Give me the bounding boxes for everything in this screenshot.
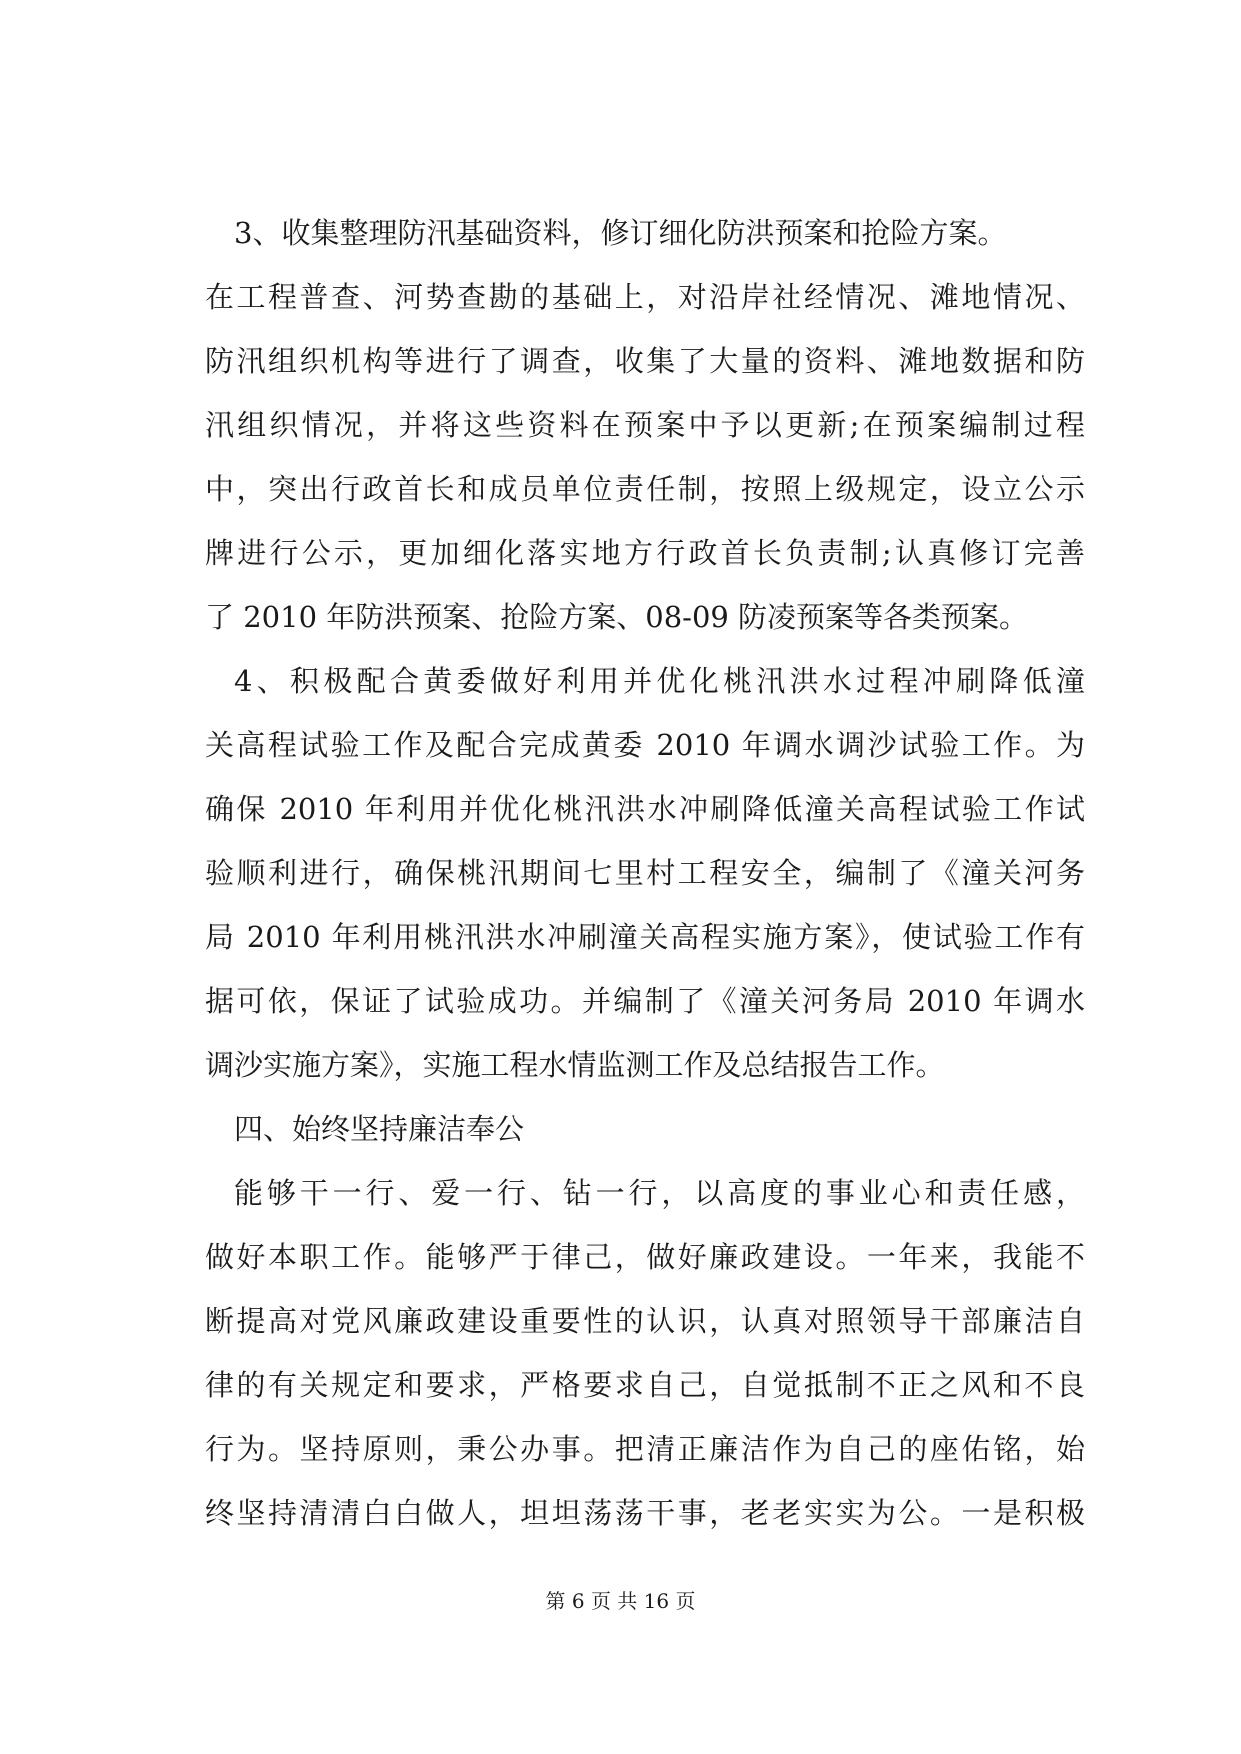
text-line: 了 2010 年防洪预案、抢险方案、08-09 防凌预案等各类预案。 (205, 600, 1029, 634)
text-line: 能够干一行、爱一行、钻一行，以高度的事业心和责任感， (234, 1176, 1085, 1210)
text-line: 牌进行公示，更加细化落实地方行政首长负责制;认真修订完善 (205, 536, 1085, 570)
text-line: 3、收集整理防汛基础资料，修订细化防洪预案和抢险方案。 (234, 216, 1007, 250)
text-line: 四、始终坚持廉洁奉公 (234, 1112, 525, 1146)
text-line: 终坚持清清白白做人，坦坦荡荡干事，老老实实为公。一是积极 (205, 1496, 1085, 1530)
text-line: 4、积极配合黄委做好利用并优化桃汛洪水过程冲刷降低潼 (234, 664, 1085, 698)
text-line: 在工程普查、河势查勘的基础上，对沿岸社经情况、滩地情况、 (205, 280, 1085, 314)
text-line: 汛组织情况，并将这些资料在预案中予以更新;在预案编制过程 (205, 408, 1085, 442)
text-line: 做好本职工作。能够严于律己，做好廉政建设。一年来，我能不 (205, 1240, 1085, 1274)
text-line: 律的有关规定和要求，严格要求自己，自觉抵制不正之风和不良 (205, 1368, 1085, 1402)
text-line: 据可依，保证了试验成功。并编制了《潼关河务局 2010 年调水 (205, 984, 1085, 1018)
text-line: 确保 2010 年利用并优化桃汛洪水冲刷降低潼关高程试验工作试 (205, 792, 1085, 826)
text-line: 防汛组织机构等进行了调查，收集了大量的资料、滩地数据和防 (205, 344, 1085, 378)
document-body (205, 201, 1085, 1545)
text-line: 中，突出行政首长和成员单位责任制，按照上级规定，设立公示 (205, 472, 1085, 506)
text-line: 关高程试验工作及配合完成黄委 2010 年调水调沙试验工作。为 (205, 728, 1085, 762)
text-line: 行为。坚持原则，秉公办事。把清正廉洁作为自己的座佑铭，始 (205, 1432, 1085, 1466)
page-number-footer: 第 6 页 共 16 页 (545, 1589, 696, 1613)
text-line: 局 2010 年利用桃汛洪水冲刷潼关高程实施方案》，使试验工作有 (205, 920, 1085, 954)
text-line: 调沙实施方案》，实施工程水情监测工作及总结报告工作。 (205, 1048, 945, 1082)
text-line: 验顺利进行，确保桃汛期间七里村工程安全，编制了《潼关河务 (205, 856, 1085, 890)
text-line: 断提高对党风廉政建设重要性的认识，认真对照领导干部廉洁自 (205, 1304, 1085, 1338)
